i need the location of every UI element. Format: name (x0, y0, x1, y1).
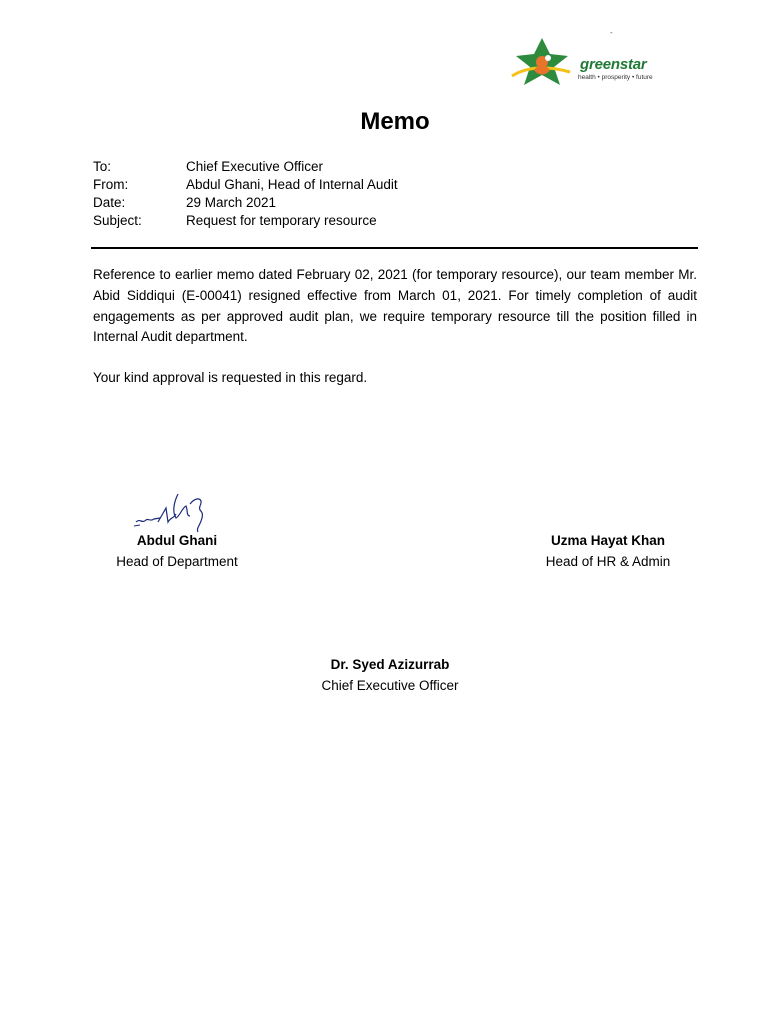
signatory-name: Dr. Syed Azizurrab (330, 657, 450, 672)
signatory-name: Uzma Hayat Khan (550, 533, 666, 548)
signatory-title: Head of Department (116, 553, 238, 569)
subject-label: Subject: (93, 213, 142, 228)
to-value: Chief Executive Officer (186, 159, 324, 174)
approval-request-line: Your kind approval is requested in this regard. (93, 370, 368, 385)
corner-mark: - (610, 28, 613, 37)
to-row (93, 158, 398, 176)
signatory-title: Chief Executive Officer (321, 677, 459, 693)
signatory-name: Abdul Ghani (136, 533, 218, 548)
header-divider (91, 247, 698, 249)
from-label: From: (93, 177, 129, 192)
date-row (93, 194, 398, 212)
signature-block-head-of-department (77, 531, 277, 572)
signature-block-ceo (290, 655, 490, 696)
greenstar-star-icon (508, 36, 580, 92)
from-value: Abdul Ghani, Head of Internal Audit (186, 177, 398, 192)
logo-wordmark: greenstar (580, 56, 647, 73)
date-value: 29 March 2021 (186, 195, 277, 210)
memo-body-paragraph: Reference to earlier memo dated February 02, 2021 (for temporary resource), our team member Mr. Abid Siddiqui (E-00041) resigned effective from March 01, 2021. For timely completion of audit engagements as per approved audit plan, we require temporary resource till the position filled in Internal Audit department. (93, 267, 697, 345)
from-row (93, 176, 398, 194)
to-label: To: (93, 159, 112, 174)
signature-block-hr-admin (508, 531, 708, 572)
date-label: Date: (93, 195, 126, 210)
memo-header-fields (93, 158, 398, 230)
signatory-title: Head of HR & Admin (545, 553, 671, 569)
subject-value: Request for temporary resource (186, 213, 377, 228)
memo-title: Memo (360, 108, 430, 135)
handwritten-signature (130, 488, 220, 536)
company-logo (508, 36, 668, 92)
subject-row (93, 212, 398, 230)
logo-tagline: health • prosperity • future (578, 74, 653, 81)
